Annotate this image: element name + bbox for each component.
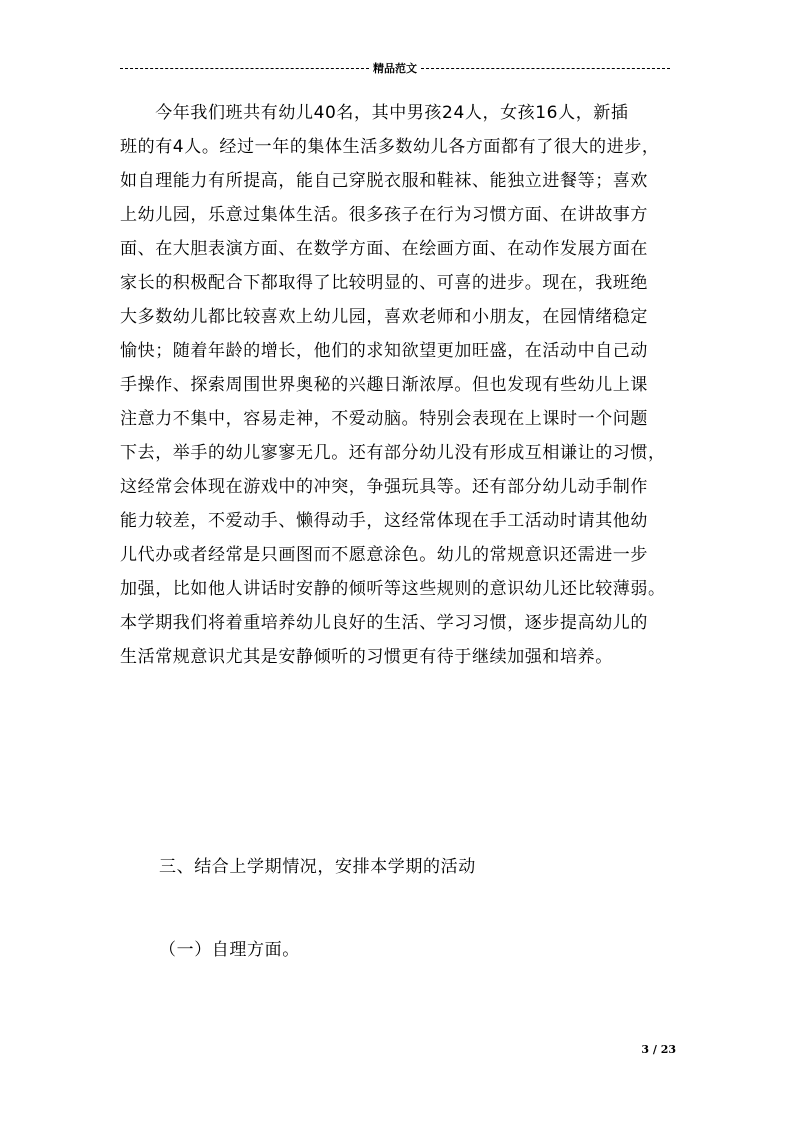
paragraph-line: 今年我们班共有幼儿40名，其中男孩24人，女孩16人，新插	[120, 103, 629, 123]
paragraph-line: 儿代办或者经常是只画图而不愿意涂色。幼儿的常规意识还需进一步	[120, 545, 648, 565]
body-paragraph	[120, 96, 678, 674]
header-left-rule	[120, 68, 369, 69]
header-right-rule	[421, 68, 670, 69]
paragraph-line: 这经常会体现在游戏中的冲突，争强玩具等。还有部分幼儿动手制作	[120, 477, 648, 497]
paragraph-line: 加强，比如他人讲话时安静的倾听等这些规则的意识幼儿还比较薄弱。	[120, 579, 666, 599]
paragraph-line: 下去，举手的幼儿寥寥无几。还有部分幼儿没有形成互相谦让的习惯，	[120, 443, 666, 463]
paragraph-line: 上幼儿园，乐意过集体生活。很多孩子在行为习惯方面、在讲故事方	[120, 205, 648, 225]
paragraph-line: 如自理能力有所提高，能自己穿脱衣服和鞋袜、能独立进餐等；喜欢	[120, 171, 648, 191]
header-title: 精品范文	[373, 62, 417, 75]
subsection-heading: （一）自理方面。	[159, 940, 300, 960]
paragraph-line: 大多数幼儿都比较喜欢上幼儿园，喜欢老师和小朋友，在园情绪稳定	[120, 307, 648, 327]
page-header	[120, 60, 670, 76]
page-number: 3 / 23	[641, 1043, 676, 1056]
paragraph-line: 班的有4人。经过一年的集体生活多数幼儿各方面都有了很大的进步，	[120, 137, 660, 157]
paragraph-line: 手操作、探索周围世界奥秘的兴趣日渐浓厚。但也发现有些幼儿上课	[120, 375, 648, 395]
paragraph-line: 面、在大胆表演方面、在数学方面、在绘画方面、在动作发展方面在	[120, 239, 648, 259]
paragraph-line: 能力较差，不爱动手、懒得动手，这经常体现在手工活动时请其他幼	[120, 511, 648, 531]
paragraph-line: 本学期我们将着重培养幼儿良好的生活、学习习惯，逐步提高幼儿的	[120, 613, 648, 633]
paragraph-line: 愉快；随着年龄的增长，他们的求知欲望更加旺盛，在活动中自己动	[120, 341, 648, 361]
paragraph-line: 家长的积极配合下都取得了比较明显的、可喜的进步。现在，我班绝	[120, 273, 648, 293]
paragraph-line: 注意力不集中，容易走神，不爱动脑。特别会表现在上课时一个问题	[120, 409, 648, 429]
paragraph-line: 生活常规意识尤其是安静倾听的习惯更有待于继续加强和培养。	[120, 647, 613, 667]
section-heading: 三、结合上学期情况，安排本学期的活动	[159, 857, 476, 877]
